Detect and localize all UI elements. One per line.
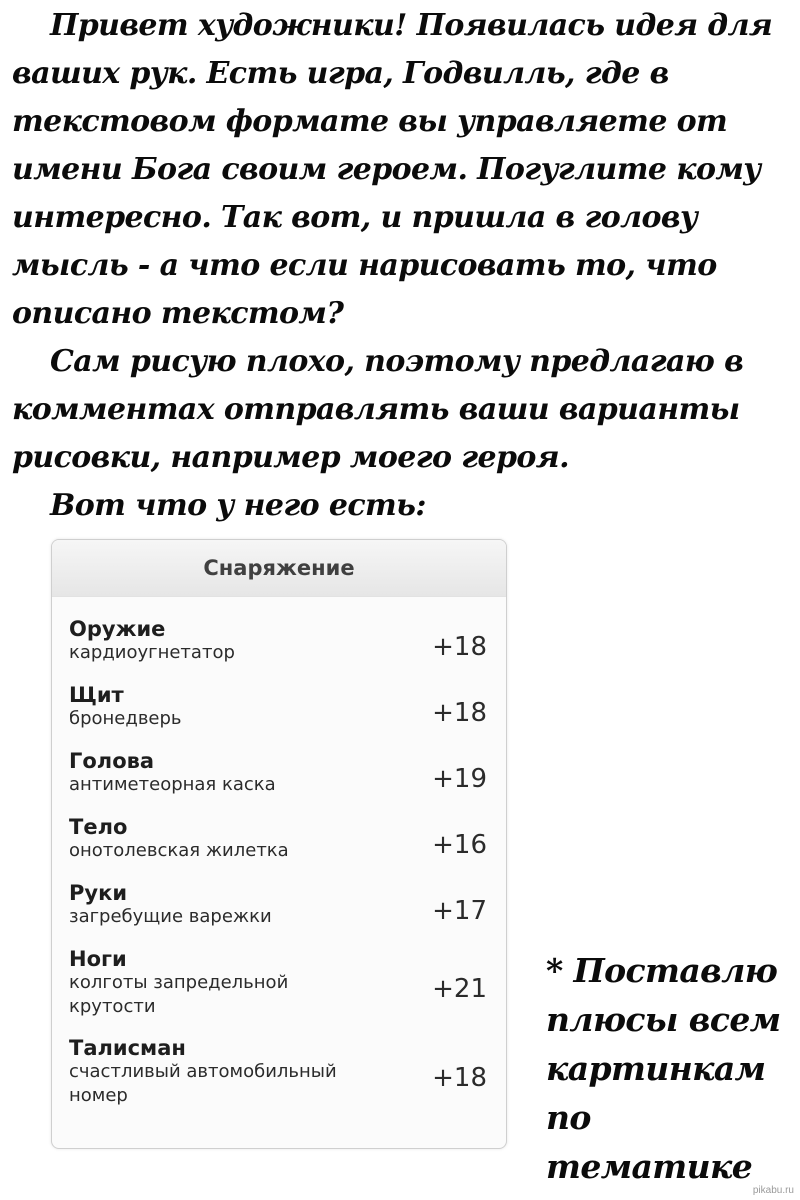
equipment-bonus: +18 (432, 1063, 487, 1093)
equipment-row (52, 1036, 506, 1108)
equipment-item: онотолевская жилетка (69, 840, 289, 861)
equipment-row (52, 749, 506, 801)
equipment-row (52, 881, 506, 933)
equipment-list (52, 597, 506, 1108)
watermark: pikabu.ru (752, 1185, 794, 1196)
equipment-slot: Талисман (69, 1036, 186, 1060)
equipment-slot: Оружие (69, 617, 166, 641)
equipment-row (52, 683, 506, 735)
equipment-item: кардиоугнетатор (69, 642, 235, 663)
equipment-item: счастливый автомобильный номер (69, 1061, 337, 1106)
equipment-panel (51, 539, 507, 1149)
equipment-row (52, 815, 506, 867)
equipment-slot: Руки (69, 881, 128, 905)
equipment-item: колготы запредельной крутости (69, 972, 289, 1017)
equipment-bonus: +18 (432, 698, 487, 728)
intro-text (12, 2, 796, 530)
equipment-bonus: +18 (432, 632, 487, 662)
intro-paragraph: Вот что у него есть: (50, 488, 426, 523)
equipment-title: Снаряжение (52, 540, 506, 597)
equipment-slot: Тело (69, 815, 128, 839)
equipment-bonus: +16 (432, 830, 487, 860)
side-note: * Поставлю плюсы всем картинкам по тематике (546, 951, 781, 1186)
equipment-bonus: +21 (432, 974, 487, 1004)
equipment-item: антиметеорная каска (69, 774, 276, 795)
equipment-item: загребущие варежки (69, 906, 272, 927)
equipment-slot: Щит (69, 683, 124, 707)
equipment-row (52, 947, 506, 1019)
equipment-row (52, 617, 506, 669)
equipment-slot: Ноги (69, 947, 127, 971)
intro-paragraph: Сам рисую плохо, поэтому предлагаю в комментах отправлять ваши варианты рисовки, например моего героя. (12, 344, 744, 475)
intro-paragraph: Привет художники! Появилась идея для ваших рук. Есть игра, Годвилль, где в текстовом формате вы управляете от имени Бога своим героем. Погуглите кому интересно. Так вот, и пришла в голову мысль - а что если нарисовать то, что описано текстом? (12, 8, 773, 331)
equipment-bonus: +17 (432, 896, 487, 926)
equipment-item: бронедверь (69, 708, 182, 729)
equipment-bonus: +19 (432, 764, 487, 794)
equipment-slot: Голова (69, 749, 155, 773)
